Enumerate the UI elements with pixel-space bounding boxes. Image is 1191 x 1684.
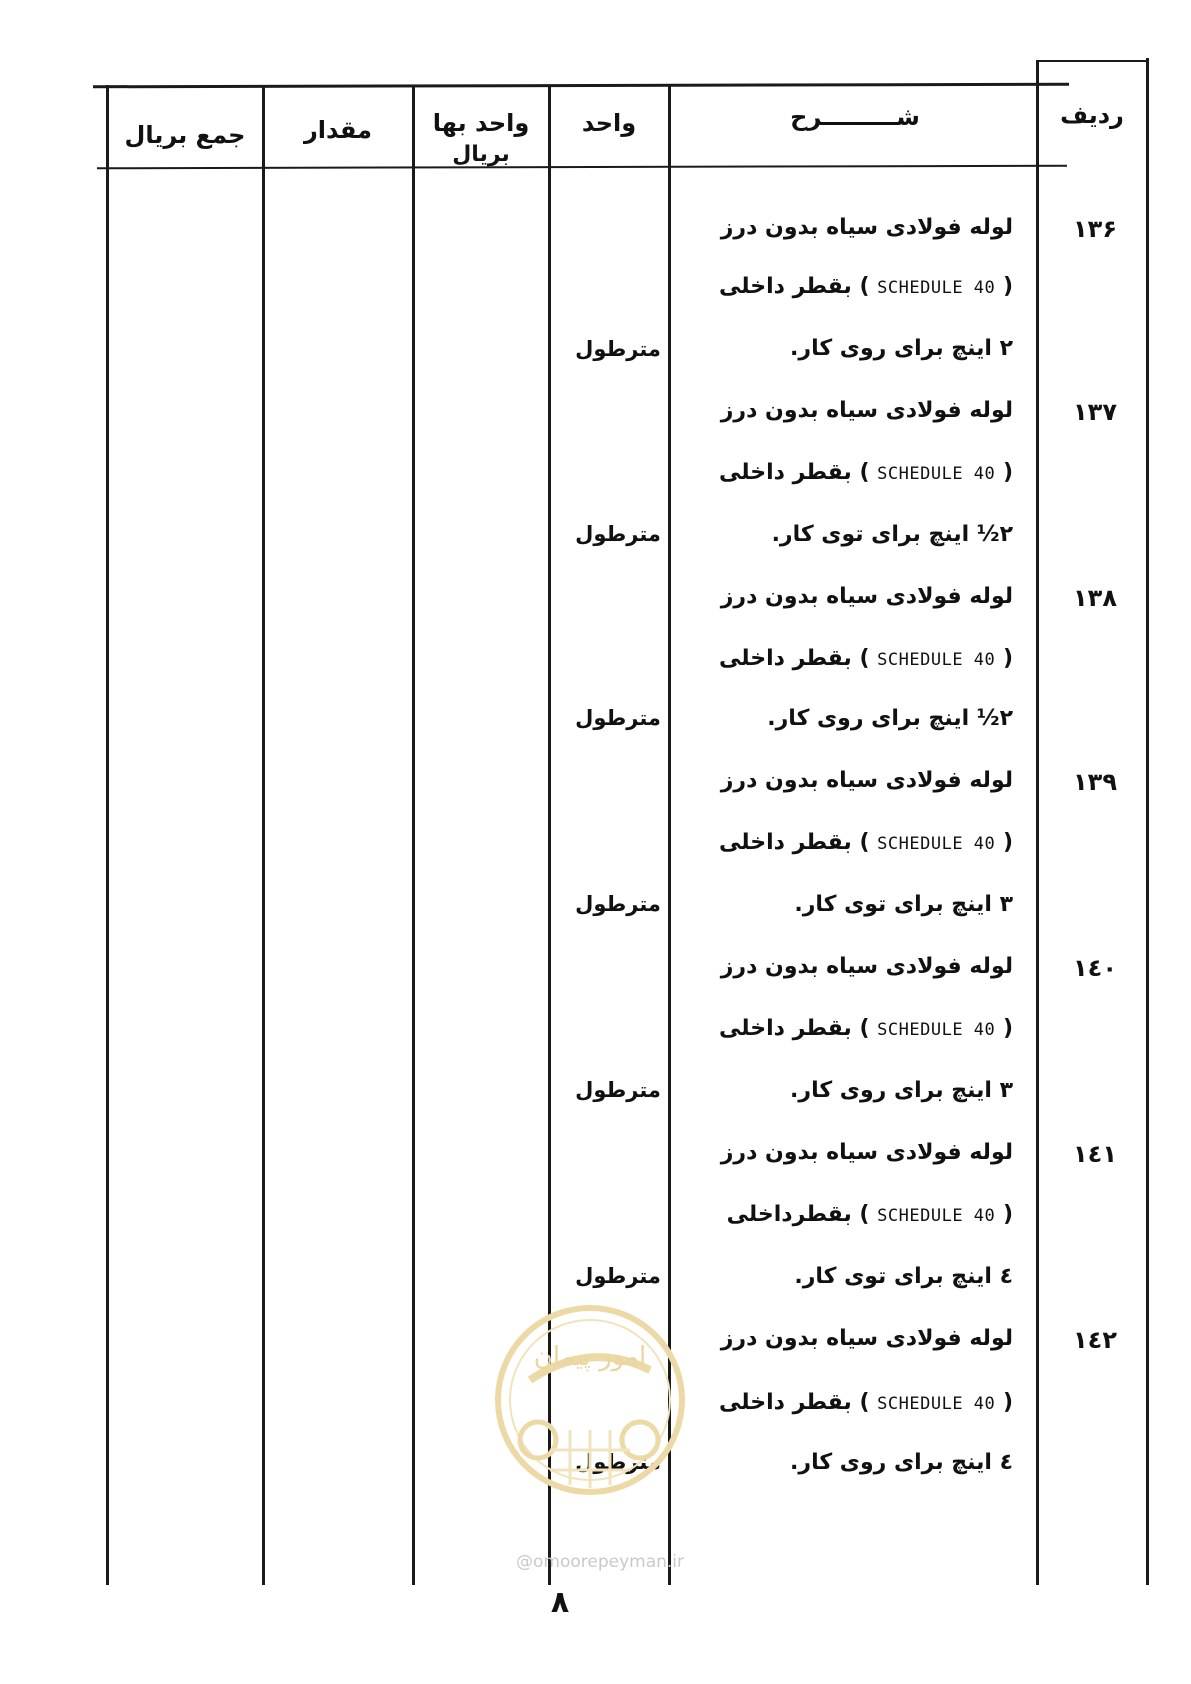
description-line: ( SCHEDULE 40 ) بقطر داخلی	[718, 830, 1013, 855]
description-line: ۳ اینچ برای روی کار.	[790, 1078, 1013, 1103]
description-line: ( SCHEDULE 40 ) بقطر داخلی	[718, 274, 1013, 299]
row-number: ۱٤۱	[1073, 1140, 1117, 1168]
row-number: ۱۳۹	[1073, 768, 1117, 796]
description-line: لوله فولادی سیاه بدون درز	[720, 584, 1013, 609]
description-line: لوله فولادی سیاه بدون درز	[720, 954, 1013, 979]
description-line: ٤ اینچ برای توی کار.	[794, 1264, 1013, 1289]
unit-cell: مترطول	[575, 1264, 661, 1288]
header-total: جمع بریال	[124, 121, 246, 149]
description-line: ۲½ اینچ برای توی کار.	[771, 522, 1013, 547]
description-line: ۳ اینچ برای توی کار.	[794, 892, 1013, 917]
row-number: ۱۳۶	[1073, 215, 1117, 243]
schedule-code: SCHEDULE 40	[877, 1206, 996, 1226]
description-line: ۲½ اینچ برای روی کار.	[767, 706, 1013, 731]
svg-text:امور پیمان: امور پیمان	[533, 1342, 647, 1372]
schedule-code: SCHEDULE 40	[877, 1020, 996, 1040]
unit-cell: مترطول	[575, 706, 661, 730]
column-border-quantity	[412, 85, 415, 1585]
column-border-left	[106, 85, 109, 1585]
description-line: ( SCHEDULE 40 ) بقطر داخلی	[718, 1390, 1013, 1415]
unit-cell: مترطول	[575, 522, 661, 546]
unit-cell: مترطول	[575, 1450, 661, 1474]
schedule-code: SCHEDULE 40	[877, 834, 996, 854]
column-border-description	[1036, 60, 1039, 1585]
description-line: ( SCHEDULE 40 ) بقطر داخلی	[718, 460, 1013, 485]
header-unit-price-currency: بریال	[452, 142, 510, 167]
description-line: ( SCHEDULE 40 ) بقطرداخلی	[726, 1202, 1013, 1227]
row-number: ۱۳۸	[1073, 584, 1117, 612]
description-line: لوله فولادی سیاه بدون درز	[720, 398, 1013, 423]
page-number: ۸	[550, 1585, 570, 1620]
description-line: لوله فولادی سیاه بدون درز	[720, 215, 1013, 240]
stamp-emblem	[490, 1300, 690, 1500]
unit-cell: مترطول	[575, 337, 661, 361]
watermark-text: @omoorepeyman.ir	[515, 1552, 685, 1572]
schedule-code: SCHEDULE 40	[877, 650, 996, 670]
header-unit-price: واحد بها	[432, 109, 530, 137]
description-line: لوله فولادی سیاه بدون درز	[720, 768, 1013, 793]
header-quantity: مقدار	[303, 116, 373, 144]
description-line: ٤ اینچ برای روی کار.	[790, 1450, 1013, 1475]
header-unit: واحد	[581, 109, 637, 137]
unit-cell: مترطول	[575, 1078, 661, 1102]
row-number: ۱٤۰	[1073, 954, 1117, 982]
table-top-border	[93, 83, 1069, 89]
row-number: ۱۳۷	[1073, 398, 1117, 426]
row-number: ۱٤۲	[1073, 1326, 1117, 1354]
description-line: ( SCHEDULE 40 ) بقطر داخلی	[718, 1016, 1013, 1041]
description-line: لوله فولادی سیاه بدون درز	[720, 1326, 1013, 1351]
unit-cell: مترطول	[575, 892, 661, 916]
schedule-code: SCHEDULE 40	[877, 464, 996, 484]
table-top-right-cap	[1037, 60, 1148, 62]
header-description: شـــــــــرح	[790, 103, 920, 131]
header-bottom-border	[97, 165, 1067, 170]
description-line: ( SCHEDULE 40 ) بقطر داخلی	[718, 646, 1013, 671]
description-line: لوله فولادی سیاه بدون درز	[720, 1140, 1013, 1165]
header-row-number: ردیف	[1060, 101, 1124, 129]
description-line: ۲ اینچ برای روی کار.	[790, 336, 1013, 361]
schedule-code: SCHEDULE 40	[877, 278, 996, 298]
schedule-code: SCHEDULE 40	[877, 1394, 996, 1414]
column-border-total	[262, 85, 265, 1585]
column-border-right	[1146, 58, 1149, 1585]
